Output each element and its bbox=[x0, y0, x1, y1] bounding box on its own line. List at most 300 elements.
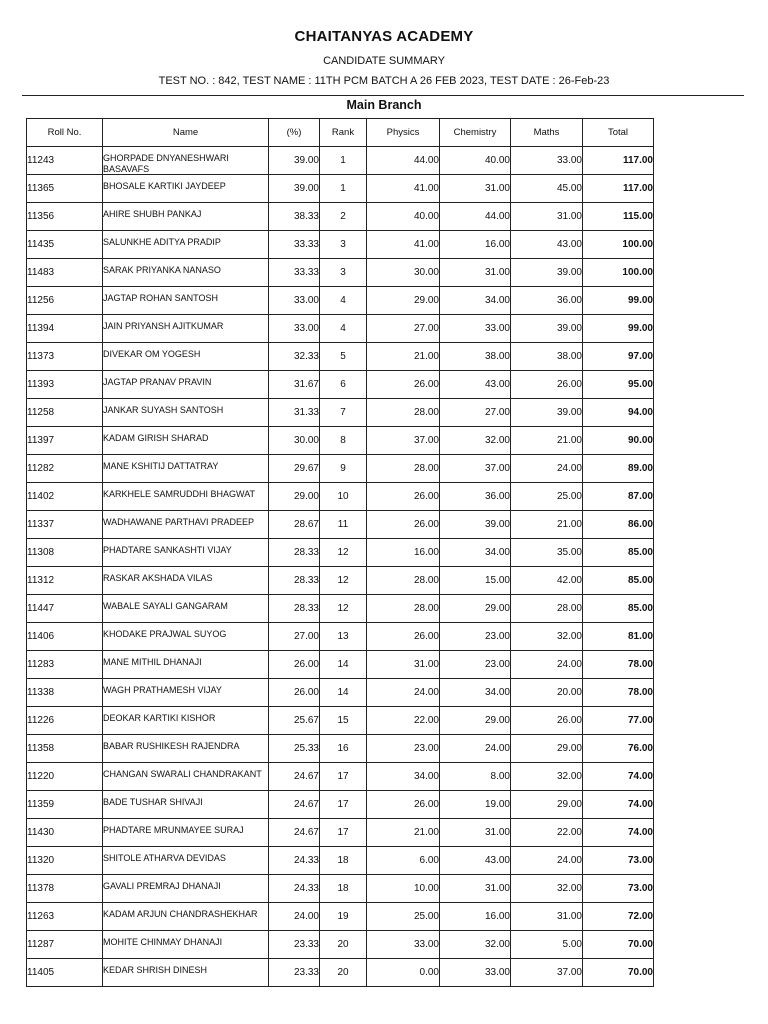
table-row bbox=[27, 791, 654, 819]
cell-physics: 6.00 bbox=[367, 847, 440, 875]
candidate-name: WABALE SAYALI GANGARAM bbox=[103, 601, 228, 611]
cell-total: 94.00 bbox=[583, 399, 654, 427]
cell-physics: 28.00 bbox=[367, 567, 440, 595]
cell-maths: 20.00 bbox=[511, 679, 583, 707]
cell-percent: 26.00 bbox=[269, 651, 320, 679]
cell-maths: 29.00 bbox=[511, 791, 583, 819]
cell-total: 72.00 bbox=[583, 903, 654, 931]
cell-name bbox=[103, 791, 269, 819]
cell-total: 100.00 bbox=[583, 259, 654, 287]
cell-physics: 26.00 bbox=[367, 483, 440, 511]
cell-chemistry: 33.00 bbox=[440, 315, 511, 343]
cell-maths: 24.00 bbox=[511, 455, 583, 483]
cell-physics: 10.00 bbox=[367, 875, 440, 903]
candidate-name: JANKAR SUYASH SANTOSH bbox=[103, 405, 224, 415]
cell-rank: 12 bbox=[320, 567, 367, 595]
cell-name bbox=[103, 287, 269, 315]
cell-rank: 18 bbox=[320, 847, 367, 875]
cell-chemistry: 38.00 bbox=[440, 343, 511, 371]
candidate-name: PHADTARE MRUNMAYEE SURAJ bbox=[103, 825, 244, 835]
candidate-name: KARKHELE SAMRUDDHI BHAGWAT bbox=[103, 489, 256, 499]
column-header-total: Total bbox=[583, 119, 654, 147]
cell-chemistry: 31.00 bbox=[440, 259, 511, 287]
cell-percent: 27.00 bbox=[269, 623, 320, 651]
cell-total: 89.00 bbox=[583, 455, 654, 483]
cell-physics: 26.00 bbox=[367, 371, 440, 399]
cell-total: 78.00 bbox=[583, 651, 654, 679]
cell-physics: 27.00 bbox=[367, 315, 440, 343]
cell-roll-no: 11256 bbox=[27, 287, 103, 315]
cell-rank: 20 bbox=[320, 931, 367, 959]
cell-rank: 17 bbox=[320, 819, 367, 847]
column-header-rank: Rank bbox=[320, 119, 367, 147]
cell-roll-no: 11226 bbox=[27, 707, 103, 735]
column-header-name: Name bbox=[103, 119, 269, 147]
cell-maths: 24.00 bbox=[511, 651, 583, 679]
table-row bbox=[27, 147, 654, 175]
cell-total: 99.00 bbox=[583, 287, 654, 315]
table-header-row bbox=[27, 119, 654, 147]
cell-total: 85.00 bbox=[583, 567, 654, 595]
candidate-name: BABAR RUSHIKESH RAJENDRA bbox=[103, 741, 240, 751]
cell-total: 117.00 bbox=[583, 175, 654, 203]
cell-roll-no: 11394 bbox=[27, 315, 103, 343]
cell-total: 115.00 bbox=[583, 203, 654, 231]
candidate-name: MOHITE CHINMAY DHANAJI bbox=[103, 937, 223, 947]
candidate-name: WAGH PRATHAMESH VIJAY bbox=[103, 685, 222, 695]
cell-total: 78.00 bbox=[583, 679, 654, 707]
cell-physics: 44.00 bbox=[367, 147, 440, 175]
cell-roll-no: 11365 bbox=[27, 175, 103, 203]
cell-chemistry: 24.00 bbox=[440, 735, 511, 763]
cell-name bbox=[103, 651, 269, 679]
cell-rank: 12 bbox=[320, 595, 367, 623]
candidate-summary-table bbox=[26, 118, 654, 987]
cell-maths: 39.00 bbox=[511, 315, 583, 343]
cell-physics: 41.00 bbox=[367, 231, 440, 259]
cell-percent: 24.33 bbox=[269, 875, 320, 903]
table-row bbox=[27, 259, 654, 287]
cell-name bbox=[103, 875, 269, 903]
cell-percent: 24.67 bbox=[269, 819, 320, 847]
cell-rank: 18 bbox=[320, 875, 367, 903]
cell-percent: 24.67 bbox=[269, 763, 320, 791]
cell-total: 85.00 bbox=[583, 539, 654, 567]
cell-physics: 30.00 bbox=[367, 259, 440, 287]
cell-total: 73.00 bbox=[583, 847, 654, 875]
cell-maths: 39.00 bbox=[511, 399, 583, 427]
cell-roll-no: 11402 bbox=[27, 483, 103, 511]
cell-percent: 38.33 bbox=[269, 203, 320, 231]
cell-rank: 6 bbox=[320, 371, 367, 399]
cell-rank: 3 bbox=[320, 259, 367, 287]
cell-chemistry: 43.00 bbox=[440, 847, 511, 875]
cell-percent: 31.67 bbox=[269, 371, 320, 399]
cell-total: 76.00 bbox=[583, 735, 654, 763]
table-row bbox=[27, 707, 654, 735]
cell-chemistry: 8.00 bbox=[440, 763, 511, 791]
cell-physics: 31.00 bbox=[367, 651, 440, 679]
cell-percent: 23.33 bbox=[269, 931, 320, 959]
cell-chemistry: 23.00 bbox=[440, 623, 511, 651]
column-header-chemistry: Chemistry bbox=[440, 119, 511, 147]
cell-maths: 31.00 bbox=[511, 903, 583, 931]
cell-maths: 42.00 bbox=[511, 567, 583, 595]
cell-total: 90.00 bbox=[583, 427, 654, 455]
candidate-name: DEOKAR KARTIKI KISHOR bbox=[103, 713, 216, 723]
cell-name bbox=[103, 175, 269, 203]
cell-rank: 3 bbox=[320, 231, 367, 259]
cell-roll-no: 11393 bbox=[27, 371, 103, 399]
table-row bbox=[27, 679, 654, 707]
cell-chemistry: 29.00 bbox=[440, 707, 511, 735]
cell-total: 81.00 bbox=[583, 623, 654, 651]
cell-percent: 25.33 bbox=[269, 735, 320, 763]
cell-total: 74.00 bbox=[583, 791, 654, 819]
cell-name bbox=[103, 623, 269, 651]
table-row bbox=[27, 763, 654, 791]
candidate-name: BHOSALE KARTIKI JAYDEEP bbox=[103, 181, 226, 191]
candidate-name: JAIN PRIYANSH AJITKUMAR bbox=[103, 321, 224, 331]
cell-percent: 25.67 bbox=[269, 707, 320, 735]
candidate-name: KEDAR SHRISH DINESH bbox=[103, 965, 208, 975]
cell-roll-no: 11258 bbox=[27, 399, 103, 427]
cell-roll-no: 11263 bbox=[27, 903, 103, 931]
cell-rank: 4 bbox=[320, 287, 367, 315]
candidate-name: AHIRE SHUBH PANKAJ bbox=[103, 209, 202, 219]
candidate-name: BADE TUSHAR SHIVAJI bbox=[103, 797, 203, 807]
cell-physics: 24.00 bbox=[367, 679, 440, 707]
column-header-maths: Maths bbox=[511, 119, 583, 147]
cell-roll-no: 11435 bbox=[27, 231, 103, 259]
cell-roll-no: 11373 bbox=[27, 343, 103, 371]
cell-chemistry: 31.00 bbox=[440, 875, 511, 903]
cell-physics: 22.00 bbox=[367, 707, 440, 735]
cell-rank: 4 bbox=[320, 315, 367, 343]
report-title: CHAITANYAS ACADEMY bbox=[294, 28, 474, 45]
cell-roll-no: 11447 bbox=[27, 595, 103, 623]
cell-total: 99.00 bbox=[583, 315, 654, 343]
cell-chemistry: 27.00 bbox=[440, 399, 511, 427]
cell-rank: 14 bbox=[320, 651, 367, 679]
cell-chemistry: 29.00 bbox=[440, 595, 511, 623]
cell-maths: 26.00 bbox=[511, 707, 583, 735]
cell-roll-no: 11378 bbox=[27, 875, 103, 903]
cell-percent: 29.00 bbox=[269, 483, 320, 511]
cell-name bbox=[103, 763, 269, 791]
cell-name bbox=[103, 707, 269, 735]
cell-percent: 28.33 bbox=[269, 567, 320, 595]
cell-rank: 17 bbox=[320, 791, 367, 819]
column-header-percent: (%) bbox=[269, 119, 320, 147]
cell-roll-no: 11338 bbox=[27, 679, 103, 707]
cell-physics: 21.00 bbox=[367, 343, 440, 371]
cell-roll-no: 11312 bbox=[27, 567, 103, 595]
cell-name bbox=[103, 315, 269, 343]
cell-percent: 28.33 bbox=[269, 539, 320, 567]
cell-total: 95.00 bbox=[583, 371, 654, 399]
cell-roll-no: 11320 bbox=[27, 847, 103, 875]
cell-physics: 33.00 bbox=[367, 931, 440, 959]
cell-roll-no: 11430 bbox=[27, 819, 103, 847]
cell-roll-no: 11397 bbox=[27, 427, 103, 455]
cell-rank: 13 bbox=[320, 623, 367, 651]
cell-chemistry: 16.00 bbox=[440, 231, 511, 259]
cell-chemistry: 16.00 bbox=[440, 903, 511, 931]
cell-total: 70.00 bbox=[583, 959, 654, 987]
cell-percent: 33.00 bbox=[269, 315, 320, 343]
cell-name bbox=[103, 511, 269, 539]
cell-total: 77.00 bbox=[583, 707, 654, 735]
cell-maths: 39.00 bbox=[511, 259, 583, 287]
table-row bbox=[27, 287, 654, 315]
cell-maths: 33.00 bbox=[511, 147, 583, 175]
cell-name bbox=[103, 819, 269, 847]
cell-chemistry: 31.00 bbox=[440, 175, 511, 203]
cell-percent: 33.00 bbox=[269, 287, 320, 315]
cell-chemistry: 34.00 bbox=[440, 287, 511, 315]
cell-physics: 41.00 bbox=[367, 175, 440, 203]
cell-total: 70.00 bbox=[583, 931, 654, 959]
candidate-name: KADAM ARJUN CHANDRASHEKHAR bbox=[103, 909, 258, 919]
cell-roll-no: 11282 bbox=[27, 455, 103, 483]
table-row bbox=[27, 483, 654, 511]
cell-rank: 1 bbox=[320, 175, 367, 203]
cell-name bbox=[103, 959, 269, 987]
cell-chemistry: 39.00 bbox=[440, 511, 511, 539]
branch-heading: Main Branch bbox=[346, 98, 422, 112]
cell-rank: 8 bbox=[320, 427, 367, 455]
cell-roll-no: 11406 bbox=[27, 623, 103, 651]
cell-maths: 45.00 bbox=[511, 175, 583, 203]
cell-physics: 0.00 bbox=[367, 959, 440, 987]
cell-total: 86.00 bbox=[583, 511, 654, 539]
cell-maths: 24.00 bbox=[511, 847, 583, 875]
cell-total: 74.00 bbox=[583, 763, 654, 791]
cell-rank: 11 bbox=[320, 511, 367, 539]
cell-percent: 32.33 bbox=[269, 343, 320, 371]
cell-physics: 37.00 bbox=[367, 427, 440, 455]
table-row bbox=[27, 735, 654, 763]
cell-physics: 26.00 bbox=[367, 511, 440, 539]
cell-name bbox=[103, 735, 269, 763]
table-row bbox=[27, 315, 654, 343]
table-row bbox=[27, 651, 654, 679]
cell-total: 74.00 bbox=[583, 819, 654, 847]
table-row bbox=[27, 539, 654, 567]
cell-roll-no: 11358 bbox=[27, 735, 103, 763]
cell-name bbox=[103, 679, 269, 707]
cell-chemistry: 44.00 bbox=[440, 203, 511, 231]
cell-physics: 28.00 bbox=[367, 399, 440, 427]
cell-name bbox=[103, 259, 269, 287]
cell-roll-no: 11287 bbox=[27, 931, 103, 959]
candidate-name: WADHAWANE PARTHAVI PRADEEP bbox=[103, 517, 255, 527]
table-row bbox=[27, 819, 654, 847]
cell-percent: 31.33 bbox=[269, 399, 320, 427]
candidate-name: KHODAKE PRAJWAL SUYOG bbox=[103, 629, 227, 639]
table-row bbox=[27, 399, 654, 427]
cell-total: 97.00 bbox=[583, 343, 654, 371]
table-row bbox=[27, 455, 654, 483]
cell-rank: 5 bbox=[320, 343, 367, 371]
cell-name bbox=[103, 427, 269, 455]
cell-percent: 23.33 bbox=[269, 959, 320, 987]
cell-name bbox=[103, 371, 269, 399]
cell-roll-no: 11220 bbox=[27, 763, 103, 791]
cell-chemistry: 34.00 bbox=[440, 539, 511, 567]
cell-rank: 19 bbox=[320, 903, 367, 931]
cell-percent: 26.00 bbox=[269, 679, 320, 707]
table-row bbox=[27, 567, 654, 595]
cell-name bbox=[103, 847, 269, 875]
cell-chemistry: 33.00 bbox=[440, 959, 511, 987]
cell-name bbox=[103, 483, 269, 511]
cell-rank: 9 bbox=[320, 455, 367, 483]
cell-rank: 16 bbox=[320, 735, 367, 763]
cell-percent: 33.33 bbox=[269, 231, 320, 259]
cell-percent: 28.67 bbox=[269, 511, 320, 539]
cell-maths: 36.00 bbox=[511, 287, 583, 315]
cell-roll-no: 11483 bbox=[27, 259, 103, 287]
cell-percent: 39.00 bbox=[269, 175, 320, 203]
cell-chemistry: 34.00 bbox=[440, 679, 511, 707]
cell-maths: 35.00 bbox=[511, 539, 583, 567]
cell-chemistry: 19.00 bbox=[440, 791, 511, 819]
table-row bbox=[27, 595, 654, 623]
cell-percent: 39.00 bbox=[269, 147, 320, 175]
cell-name bbox=[103, 147, 269, 175]
candidate-name: SARAK PRIYANKA NANASO bbox=[103, 265, 221, 275]
cell-total: 87.00 bbox=[583, 483, 654, 511]
table-row bbox=[27, 371, 654, 399]
table-row bbox=[27, 623, 654, 651]
column-header-physics: Physics bbox=[367, 119, 440, 147]
candidate-name: JAGTAP ROHAN SANTOSH bbox=[103, 293, 219, 303]
cell-name bbox=[103, 539, 269, 567]
report-subtitle: CANDIDATE SUMMARY bbox=[323, 55, 445, 67]
cell-rank: 7 bbox=[320, 399, 367, 427]
cell-maths: 32.00 bbox=[511, 875, 583, 903]
cell-chemistry: 36.00 bbox=[440, 483, 511, 511]
cell-name bbox=[103, 903, 269, 931]
cell-physics: 25.00 bbox=[367, 903, 440, 931]
table-row bbox=[27, 875, 654, 903]
cell-name bbox=[103, 931, 269, 959]
cell-rank: 15 bbox=[320, 707, 367, 735]
cell-roll-no: 11359 bbox=[27, 791, 103, 819]
cell-total: 73.00 bbox=[583, 875, 654, 903]
candidate-name: SALUNKHE ADITYA PRADIP bbox=[103, 237, 221, 247]
candidate-name: MANE MITHIL DHANAJI bbox=[103, 657, 202, 667]
candidate-name: GHORPADE DNYANESHWARI BASAVAFS bbox=[103, 153, 229, 173]
cell-chemistry: 31.00 bbox=[440, 819, 511, 847]
cell-rank: 1 bbox=[320, 147, 367, 175]
cell-maths: 43.00 bbox=[511, 231, 583, 259]
cell-name bbox=[103, 455, 269, 483]
candidate-name: GAVALI PREMRAJ DHANAJI bbox=[103, 881, 221, 891]
cell-chemistry: 43.00 bbox=[440, 371, 511, 399]
cell-name bbox=[103, 343, 269, 371]
cell-roll-no: 11243 bbox=[27, 147, 103, 175]
cell-physics: 29.00 bbox=[367, 287, 440, 315]
cell-rank: 14 bbox=[320, 679, 367, 707]
cell-total: 117.00 bbox=[583, 147, 654, 175]
cell-chemistry: 32.00 bbox=[440, 931, 511, 959]
candidate-name: CHANGAN SWARALI CHANDRAKANT bbox=[103, 769, 262, 779]
cell-rank: 20 bbox=[320, 959, 367, 987]
cell-total: 85.00 bbox=[583, 595, 654, 623]
cell-percent: 24.00 bbox=[269, 903, 320, 931]
cell-physics: 28.00 bbox=[367, 455, 440, 483]
cell-maths: 31.00 bbox=[511, 203, 583, 231]
cell-percent: 33.33 bbox=[269, 259, 320, 287]
cell-roll-no: 11405 bbox=[27, 959, 103, 987]
cell-maths: 26.00 bbox=[511, 371, 583, 399]
cell-physics: 28.00 bbox=[367, 595, 440, 623]
candidate-name: RASKAR AKSHADA VILAS bbox=[103, 573, 213, 583]
cell-chemistry: 37.00 bbox=[440, 455, 511, 483]
cell-maths: 28.00 bbox=[511, 595, 583, 623]
cell-chemistry: 15.00 bbox=[440, 567, 511, 595]
cell-rank: 2 bbox=[320, 203, 367, 231]
table-row bbox=[27, 175, 654, 203]
cell-maths: 5.00 bbox=[511, 931, 583, 959]
header-divider bbox=[22, 95, 744, 96]
candidate-name: JAGTAP PRANAV PRAVIN bbox=[103, 377, 212, 387]
cell-name bbox=[103, 595, 269, 623]
cell-chemistry: 32.00 bbox=[440, 427, 511, 455]
cell-maths: 21.00 bbox=[511, 427, 583, 455]
cell-name bbox=[103, 231, 269, 259]
cell-maths: 32.00 bbox=[511, 623, 583, 651]
cell-physics: 23.00 bbox=[367, 735, 440, 763]
cell-total: 100.00 bbox=[583, 231, 654, 259]
candidate-name: DIVEKAR OM YOGESH bbox=[103, 349, 201, 359]
cell-roll-no: 11337 bbox=[27, 511, 103, 539]
cell-maths: 32.00 bbox=[511, 763, 583, 791]
cell-physics: 40.00 bbox=[367, 203, 440, 231]
cell-rank: 17 bbox=[320, 763, 367, 791]
cell-name bbox=[103, 567, 269, 595]
cell-maths: 37.00 bbox=[511, 959, 583, 987]
cell-name bbox=[103, 399, 269, 427]
candidate-name: MANE KSHITIJ DATTATRAY bbox=[103, 461, 219, 471]
cell-physics: 26.00 bbox=[367, 791, 440, 819]
cell-percent: 24.33 bbox=[269, 847, 320, 875]
cell-percent: 28.33 bbox=[269, 595, 320, 623]
cell-maths: 25.00 bbox=[511, 483, 583, 511]
cell-physics: 21.00 bbox=[367, 819, 440, 847]
table-row bbox=[27, 231, 654, 259]
cell-rank: 12 bbox=[320, 539, 367, 567]
cell-physics: 16.00 bbox=[367, 539, 440, 567]
cell-percent: 24.67 bbox=[269, 791, 320, 819]
cell-name bbox=[103, 203, 269, 231]
candidate-name: KADAM GIRISH SHARAD bbox=[103, 433, 209, 443]
test-info: TEST NO. : 842, TEST NAME : 11TH PCM BATCH A 26 FEB 2023, TEST DATE : 26-Feb-23 bbox=[158, 75, 610, 87]
column-header-roll-no: Roll No. bbox=[27, 119, 103, 147]
table-row bbox=[27, 959, 654, 987]
cell-maths: 38.00 bbox=[511, 343, 583, 371]
cell-chemistry: 23.00 bbox=[440, 651, 511, 679]
cell-rank: 10 bbox=[320, 483, 367, 511]
table-row bbox=[27, 343, 654, 371]
cell-roll-no: 11308 bbox=[27, 539, 103, 567]
cell-percent: 29.67 bbox=[269, 455, 320, 483]
cell-maths: 21.00 bbox=[511, 511, 583, 539]
table-row bbox=[27, 847, 654, 875]
